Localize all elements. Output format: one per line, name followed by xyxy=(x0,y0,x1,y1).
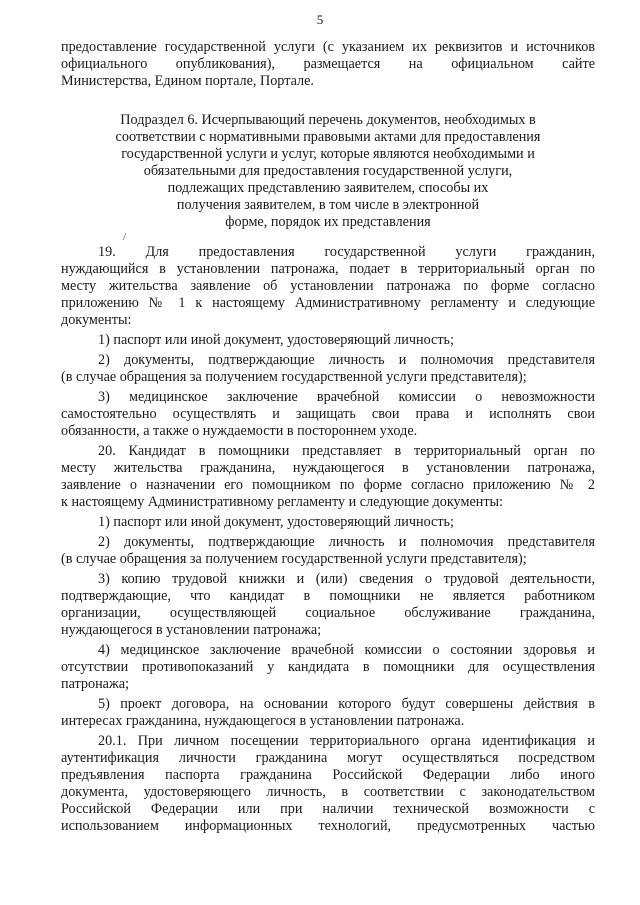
text-line: интересах гражданина, нуждающегося в установлении патронажа. xyxy=(61,713,465,729)
text-line: использованием информационных технологий, предусмотренных частью xyxy=(61,818,595,834)
list-item: 5) проект договора, на основании которого будут совершены действия в xyxy=(98,696,595,712)
text-line: (в случае обращения за получением государственной услуги представителя); xyxy=(61,551,527,567)
text-line: предоставление государственной услуги (с указанием их реквизитов и источников xyxy=(61,39,595,55)
text-line: документа, удостоверяющего личность, в соответствии с законодательством xyxy=(61,784,595,800)
text-line: патронажа; xyxy=(61,676,130,692)
text-line: отсутствии противопоказаний у кандидата в помощники для осуществления xyxy=(61,659,595,675)
text-line: подтверждающие, что кандидат в помощники не является работником xyxy=(61,588,595,604)
text-line: заявление о назначении его помощником по форме согласно приложению № 2 xyxy=(61,477,595,493)
document-body xyxy=(61,39,595,835)
text-line: самостоятельно осуществлять и защищать свои права и исполнять свои xyxy=(61,406,595,422)
text-line: Министерства, Едином портале, Портале. xyxy=(61,73,314,89)
text-line: (в случае обращения за получением государственной услуги представителя); xyxy=(61,369,527,385)
text-line: документы: xyxy=(61,312,132,328)
list-item: 3) копию трудовой книжки и (или) сведения о трудовой деятельности, xyxy=(98,571,595,587)
heading-line: получения заявителем, в том числе в электронной xyxy=(176,197,480,213)
list-item: 1) паспорт или иной документ, удостоверяющий личность; xyxy=(98,332,454,348)
intro-paragraph xyxy=(61,39,595,90)
text-line: нуждающегося в установлении патронажа; xyxy=(61,622,322,638)
text-line: официального опубликования), размещается на официальном сайте xyxy=(61,56,595,72)
list-item: 2) документы, подтверждающие личность и полномочия представителя xyxy=(98,534,595,550)
paragraph-19 xyxy=(61,244,595,440)
text-line: предъявления паспорта гражданина Российской Федерации либо иного xyxy=(61,767,595,783)
heading-line: соответствии с нормативными правовыми актами для предоставления xyxy=(115,129,541,145)
list-item: 3) медицинское заключение врачебной комиссии о невозможности xyxy=(98,389,595,405)
paragraph-20-1 xyxy=(61,733,595,835)
stray-mark: / xyxy=(123,231,127,243)
text-line: 19. Для предоставления государственной услуги гражданин, xyxy=(98,244,595,260)
heading-line: форме, порядок их представления xyxy=(225,214,431,230)
list-item: 2) документы, подтверждающие личность и полномочия представителя xyxy=(98,352,595,368)
text-line: месту жительства заявление об установлении патронажа по форме согласно xyxy=(61,278,595,294)
text-line: 20. Кандидат в помощники представляет в территориальный орган по xyxy=(98,443,595,459)
text-line: организации, осуществляющей социальное обслуживание гражданина, xyxy=(61,605,595,621)
heading-line: обязательными для предоставления государственной услуги, xyxy=(143,163,513,179)
text-line: аутентификация личности гражданина могут осуществляться посредством xyxy=(61,750,595,766)
heading-line: подлежащих представлению заявителем, способы их xyxy=(167,180,489,196)
paragraph-20 xyxy=(61,443,595,730)
list-item: 1) паспорт или иной документ, удостоверяющий личность; xyxy=(98,514,454,530)
heading-line: государственной услуги и услуг, которые являются необходимыми и xyxy=(121,146,535,162)
text-line: приложению № 1 к настоящему Административному регламенту и следующие xyxy=(61,295,595,311)
section-heading xyxy=(61,112,595,231)
text-line: 20.1. При личном посещении территориального органа идентификация и xyxy=(98,733,595,749)
text-line: месту жительства гражданина, нуждающегося в установлении патронажа, xyxy=(61,460,595,476)
page-number: 5 xyxy=(316,12,324,27)
heading-line: Подраздел 6. Исчерпывающий перечень документов, необходимых в xyxy=(120,112,536,128)
text-line: нуждающийся в установлении патронажа, подает в территориальный орган по xyxy=(61,261,595,277)
text-line: к настоящему Административному регламенту и следующие документы: xyxy=(61,494,504,510)
list-item: 4) медицинское заключение врачебной комиссии о состоянии здоровья и xyxy=(98,642,595,658)
text-line: Российской Федерации или при наличии технической возможности с xyxy=(61,801,595,817)
text-line: обязанности, а также о нуждаемости в постороннем уходе. xyxy=(61,423,418,439)
